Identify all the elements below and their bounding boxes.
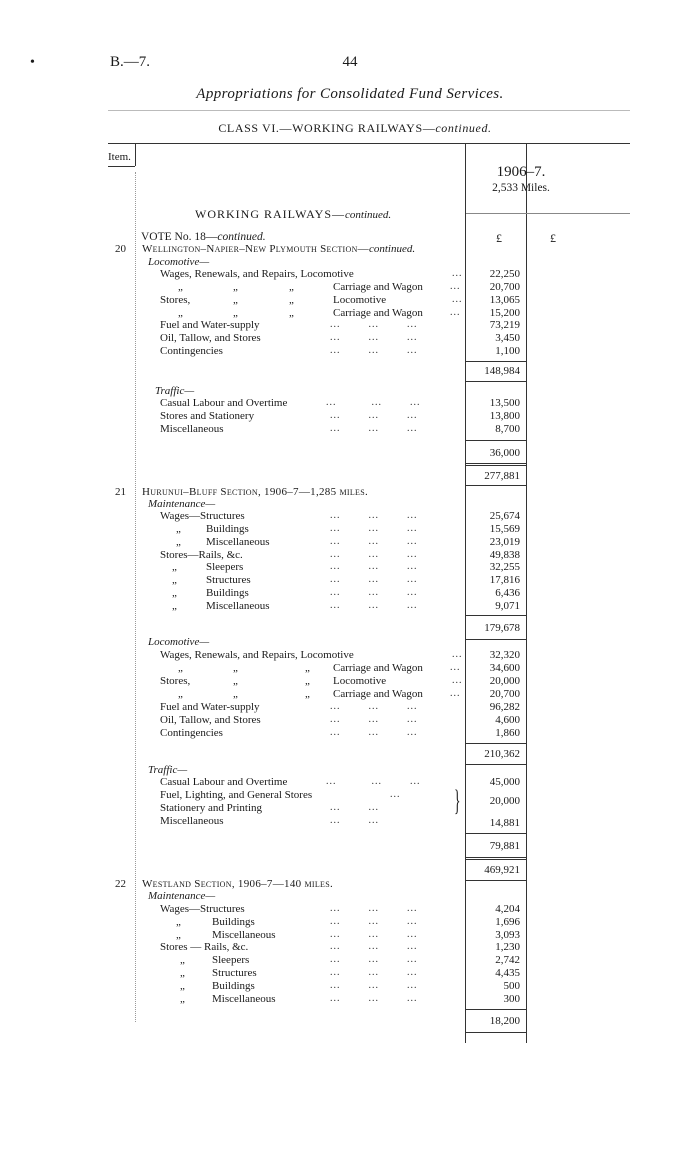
- line-item-label: Stationery and Printing: [160, 802, 263, 814]
- line-item-label: Stores — Rails, &c.: [160, 941, 249, 953]
- line-item-label: Stores,: [160, 294, 191, 306]
- leader-dots: ... ... ...: [330, 536, 418, 547]
- item21-locomotive-total: 210,362: [484, 748, 520, 760]
- ditto-mark: „: [178, 281, 183, 293]
- line-item-label: Contingencies: [160, 727, 223, 739]
- subtotal-rule: [466, 1009, 526, 1010]
- subtotal-rule: [466, 615, 526, 616]
- miles-column-header: 2,533 Miles.: [492, 182, 550, 194]
- leader-dots: ... ... ...: [330, 523, 418, 534]
- leader-dots: ... ... ...: [330, 714, 418, 725]
- item20-total: 277,881: [484, 470, 520, 482]
- item21-traffic-heading: Traffic—: [148, 764, 188, 776]
- line-item-label: Buildings: [206, 587, 249, 599]
- item20-locomotive-heading: Locomotive—: [148, 256, 210, 268]
- line-item-label: Miscellaneous: [160, 815, 224, 827]
- vote-heading-main: VOTE No. 18—: [141, 231, 218, 243]
- section-heading-italic: continued.: [345, 209, 392, 221]
- item21-traffic-total: 79,881: [489, 840, 520, 852]
- pound-symbol-2: £: [550, 231, 556, 245]
- item-column-dotted-rule: [135, 172, 136, 1022]
- item20-title: [142, 243, 415, 256]
- line-item-amount: 1,100: [495, 345, 520, 357]
- ditto-mark: „: [233, 281, 238, 293]
- line-item-label: Wages—Structures: [160, 510, 245, 522]
- leader-dots: ...: [450, 281, 461, 292]
- line-item-amount: 17,816: [489, 574, 520, 586]
- ditto-mark: „: [172, 600, 177, 612]
- leader-dots: ...: [452, 675, 463, 686]
- ditto-mark: „: [180, 954, 185, 966]
- leader-dots: ... ... ...: [330, 561, 418, 572]
- leader-dots: ... ... ...: [330, 423, 418, 434]
- leader-dots: ...: [450, 307, 461, 318]
- line-item-label: Wages, Renewals, and Repairs, Locomotive: [160, 649, 354, 661]
- ditto-mark: „: [305, 688, 310, 700]
- leader-dots: ...: [452, 649, 463, 660]
- line-item-label: Stores and Stationery: [160, 410, 255, 422]
- line-item-amount: 300: [503, 993, 520, 1005]
- line-item-label: Oil, Tallow, and Stores: [160, 332, 261, 344]
- leader-dots: ... ... ...: [330, 574, 418, 585]
- page-number: 44: [342, 54, 358, 70]
- ditto-mark: „: [172, 561, 177, 573]
- ditto-mark: „: [178, 688, 183, 700]
- subtotal-rule: [466, 1032, 526, 1033]
- line-item-amount: 8,700: [495, 423, 520, 435]
- double-rule: [466, 859, 526, 860]
- item20-title-italic: continued.: [368, 243, 416, 255]
- header-thin-rule: [108, 110, 630, 111]
- line-item-amount: 1,230: [495, 941, 520, 953]
- class-heading-main: CLASS VI.—WORKING RAILWAYS—: [218, 121, 436, 135]
- line-item-amount: 3,093: [495, 929, 520, 941]
- line-item-label: Wages—Structures: [160, 903, 245, 915]
- header-top-rule: [108, 143, 630, 144]
- line-item-label: Wages, Renewals, and Repairs, Locomotive: [160, 268, 354, 280]
- line-item-amount: 4,204: [495, 903, 520, 915]
- item21-total: 469,921: [484, 864, 520, 876]
- subtotal-rule: [466, 743, 526, 744]
- item20-title-main: Wellington–Napier–New Plymouth Section—: [142, 243, 369, 255]
- margin-bullet: •: [30, 55, 35, 70]
- line-item-amount: 73,219: [489, 319, 520, 331]
- line-item-label: Fuel and Water-supply: [160, 319, 260, 331]
- section-heading: [195, 207, 391, 222]
- ditto-mark: „: [289, 294, 294, 306]
- line-item-label: Fuel, Lighting, and General Stores: [160, 789, 313, 801]
- line-item-amount: 13,800: [489, 410, 520, 422]
- line-item-amount: 9,071: [495, 600, 520, 612]
- line-item-label: Locomotive: [333, 294, 387, 306]
- column-header-underline: [466, 213, 630, 214]
- line-item-amount: 13,065: [489, 294, 520, 306]
- line-item-label: Locomotive: [333, 675, 387, 687]
- ditto-mark: „: [178, 662, 183, 674]
- ditto-mark: „: [176, 523, 181, 535]
- item22-maintenance-total: 18,200: [489, 1015, 520, 1027]
- line-item-amount: 500: [503, 980, 520, 992]
- leader-dots: ... ... ...: [330, 600, 418, 611]
- line-item-amount: 15,569: [489, 523, 520, 535]
- leader-dots: ... ... ...: [330, 345, 418, 356]
- line-item-amount: 49,838: [489, 549, 520, 561]
- leader-dots: ... ... ...: [330, 980, 418, 991]
- line-item-label: Miscellaneous: [206, 536, 270, 548]
- line-item-amount: 4,600: [495, 714, 520, 726]
- item20-traffic-total: 36,000: [489, 447, 520, 459]
- line-item-amount: 20,000: [489, 675, 520, 687]
- line-item-amount: 23,019: [489, 536, 520, 548]
- item-header-underline: [108, 166, 135, 167]
- leader-dots: ...: [450, 662, 461, 673]
- total-rule: [466, 880, 526, 881]
- leader-dots: ...: [452, 294, 463, 305]
- ditto-mark: „: [178, 307, 183, 319]
- line-item-amount: 15,200: [489, 307, 520, 319]
- amount-column-left-rule: [465, 143, 466, 1043]
- ditto-mark: „: [172, 574, 177, 586]
- line-item-label: Casual Labour and Overtime: [160, 397, 288, 409]
- subtotal-rule: [466, 639, 526, 640]
- line-item-label: Buildings: [212, 980, 255, 992]
- line-item-label: Fuel and Water-supply: [160, 701, 260, 713]
- leader-dots: ... ... ...: [330, 954, 418, 965]
- ditto-mark: „: [233, 662, 238, 674]
- leader-dots: ... ... ...: [330, 929, 418, 940]
- line-item-amount: 45,000: [489, 776, 520, 788]
- leader-dots: ... ... ...: [330, 701, 418, 712]
- line-item-amount: 32,320: [489, 649, 520, 661]
- subtotal-rule: [466, 381, 526, 382]
- item21-maintenance-total: 179,678: [484, 622, 520, 634]
- leader-dots: ... ... ...: [330, 332, 418, 343]
- item-number-21: 21: [115, 486, 126, 498]
- line-item-amount: 32,255: [489, 561, 520, 573]
- vote-heading-italic: continued.: [217, 231, 266, 243]
- ditto-mark: „: [305, 675, 310, 687]
- leader-dots: ... ... ...: [330, 510, 418, 521]
- line-item-label: Casual Labour and Overtime: [160, 776, 288, 788]
- class-heading-italic: continued.: [435, 121, 492, 135]
- class-heading: [130, 121, 580, 136]
- line-item-amount: 25,674: [489, 510, 520, 522]
- line-item-amount: 13,500: [489, 397, 520, 409]
- line-item-label: Miscellaneous: [160, 423, 224, 435]
- item-column-header: Item.: [108, 151, 131, 163]
- amount-column-right-rule: [526, 143, 527, 1043]
- line-item-amount: 14,881: [489, 817, 520, 829]
- line-item-label: Sleepers: [206, 561, 244, 573]
- item21-locomotive-heading: Locomotive—: [148, 636, 210, 648]
- item-number-20: 20: [115, 243, 126, 255]
- ditto-mark: „: [305, 662, 310, 674]
- line-item-amount: 34,600: [489, 662, 520, 674]
- line-item-amount: 20,700: [489, 281, 520, 293]
- line-item-label: Buildings: [206, 523, 249, 535]
- ditto-mark: „: [180, 980, 185, 992]
- line-item-label: Carriage and Wagon: [333, 307, 423, 319]
- line-item-amount: 4,435: [495, 967, 520, 979]
- line-item-amount: 1,860: [495, 727, 520, 739]
- document-reference: B.—7.: [110, 54, 151, 70]
- line-item-label: Contingencies: [160, 345, 223, 357]
- leader-dots: ... ...: [330, 815, 379, 826]
- leader-dots: ...: [450, 688, 461, 699]
- line-item-amount: 20,700: [489, 688, 520, 700]
- leader-dots: ... ... ...: [326, 397, 421, 408]
- subtotal-rule: [466, 833, 526, 834]
- year-column-header: 1906–7.: [496, 164, 546, 180]
- leader-dots: ... ... ...: [330, 549, 418, 560]
- item22-title: Westland Section, 1906–7—140 miles.: [142, 878, 334, 890]
- subtotal-rule: [466, 764, 526, 765]
- leader-dots: ... ... ...: [330, 967, 418, 978]
- line-item-label: Miscellaneous: [212, 929, 276, 941]
- ditto-mark: „: [233, 294, 238, 306]
- item-column-rule: [135, 143, 136, 166]
- item20-traffic-heading: Traffic—: [155, 385, 195, 397]
- line-item-label: Oil, Tallow, and Stores: [160, 714, 261, 726]
- line-item-label: Sleepers: [212, 954, 250, 966]
- ditto-mark: „: [233, 688, 238, 700]
- double-rule: [466, 465, 526, 466]
- line-item-amount: 3,450: [495, 332, 520, 344]
- subtotal-rule: [466, 361, 526, 362]
- subtotal-rule: [466, 463, 526, 464]
- ditto-mark: „: [176, 916, 181, 928]
- ditto-mark: „: [289, 307, 294, 319]
- line-item-label: Miscellaneous: [206, 600, 270, 612]
- line-item-amount: 2,742: [495, 954, 520, 966]
- line-item-amount: 96,282: [489, 701, 520, 713]
- subtotal-rule: [466, 440, 526, 441]
- item21-maintenance-heading: Maintenance—: [148, 498, 216, 510]
- leader-dots: ... ... ...: [330, 587, 418, 598]
- item-number-22: 22: [115, 878, 126, 890]
- leader-dots: ... ... ...: [330, 993, 418, 1004]
- line-item-label: Structures: [206, 574, 251, 586]
- line-item-label: Carriage and Wagon: [333, 281, 423, 293]
- line-item-label: Stores—Rails, &c.: [160, 549, 243, 561]
- leader-dots: ... ... ...: [330, 727, 418, 738]
- leader-dots: ... ... ...: [330, 916, 418, 927]
- pound-symbol-1: £: [496, 231, 502, 245]
- line-item-amount: 22,250: [489, 268, 520, 280]
- bracketed-amount: 20,000: [489, 795, 520, 807]
- subtotal-rule: [466, 857, 526, 858]
- vote-heading: [141, 231, 266, 244]
- line-item-label: Buildings: [212, 916, 255, 928]
- item21-title: Hurunui–Bluff Section, 1906–7—1,285 miles.: [142, 486, 368, 498]
- page-title: Appropriations for Consolidated Fund Services.: [196, 86, 504, 102]
- ditto-mark: „: [233, 307, 238, 319]
- ditto-mark: „: [180, 993, 185, 1005]
- leader-dots: ... ... ...: [330, 410, 418, 421]
- line-item-amount: 1,696: [495, 916, 520, 928]
- ditto-mark: „: [180, 967, 185, 979]
- leader-dots: ...: [452, 268, 463, 279]
- line-item-label: Stores,: [160, 675, 191, 687]
- leader-dots: ... ... ...: [330, 319, 418, 330]
- line-item-amount: 6,436: [495, 587, 520, 599]
- leader-dots: ... ... ...: [326, 776, 421, 787]
- line-item-label: Miscellaneous: [212, 993, 276, 1005]
- ditto-mark: „: [233, 675, 238, 687]
- section-heading-main: WORKING RAILWAYS—: [195, 207, 345, 221]
- leader-dots: ... ... ...: [330, 941, 418, 952]
- ditto-mark: „: [176, 536, 181, 548]
- line-item-label: Carriage and Wagon: [333, 662, 423, 674]
- leader-dots: ... ... ...: [330, 903, 418, 914]
- brace-symbol: }: [453, 784, 461, 817]
- ditto-mark: „: [176, 929, 181, 941]
- line-item-label: Structures: [212, 967, 257, 979]
- total-rule: [466, 485, 526, 486]
- line-item-label: Carriage and Wagon: [333, 688, 423, 700]
- ditto-mark: „: [172, 587, 177, 599]
- item20-locomotive-total: 148,984: [484, 365, 520, 377]
- leader-dots: ... ...: [330, 802, 379, 813]
- leader-dots: ...: [390, 789, 401, 800]
- item22-maintenance-heading: Maintenance—: [148, 890, 216, 902]
- ditto-mark: „: [289, 281, 294, 293]
